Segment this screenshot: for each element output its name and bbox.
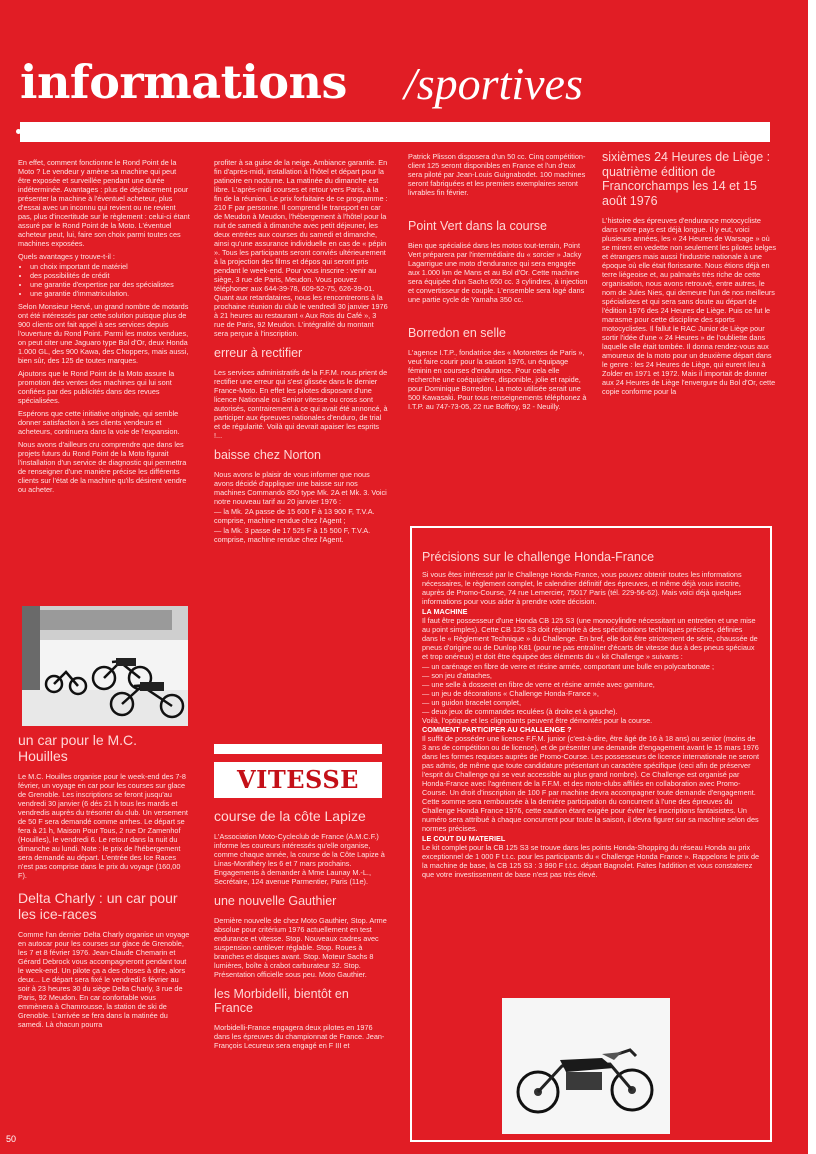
col1-paragraph-2: Quels avantages y trouve-t-il : [18, 252, 115, 261]
list-item: • une garantie d'immatriculation. [30, 289, 190, 298]
box-heading-cost: LE COUT DU MATERIEL [422, 834, 506, 843]
col1-houilles-text: Le M.C. Houilles organise pour le week-end des 7-8 février, un voyage en car pour les courses sur glace de Grenoble. Les inscriptions se feront jusqu'au vendredi 30 janvier (6 dés 21 h tous les mardis et vendredis auprès du trésorier du club. Un versement de 50 F sera demandé comme arrhes. Le départ se fera à 21 h, Maison Pour Tous, 2 rue Dr Zamenhof (Houilles), le vendredi 6. Le retour dans la nuit du dimanche au lundi. Note : le prix de l'hébergement sera demandé au départ. L'entrée des Ice Races n'est pas comprise dans le prix du voyage (160,00 F). [18, 772, 188, 880]
col2-erreur-text: Les services administratifs de la F.F.M. nous prient de rectifier une erreur qui s'est glissée dans le dernier France-Moto. En effet les pilotes disposant d'une licence Nationale ou Senior vitesse ou cross sont autorisés, contrairement à ce qui avait été annoncé, à participer aux épreuves nationales d'enduro, de trial et de régularité. Voilà qui devrait apaiser les esprits !... [214, 368, 388, 440]
header-white-bar [20, 122, 770, 142]
col2-norton-text: Nous avons le plaisir de vous informer que nous avons décidé d'appliquer une baisse sur nos machines Commando 850 type Mk. 2A et Mk. 3. Voici notre nouveau tarif au 20 janvier 1976 : [214, 470, 387, 506]
col2-paragraph-1: profiter à sa guise de la neige. Ambiance garantie. En fin d'après-midi, installation à l'hôtel et départ pour la patinoire en nocturne. La matinée du dimanche est libre. L'après-midi courses et retour vers Paris, à la fin de la réunion. Le prix forfaitaire de ce programme : 210 F par personne. Il comprend le transport en car de Meudon à Meudon, l'hébergement à l'hôtel pour la nuit de samedi à dimanche avec petit déjeuner, les deux entrées aux courses du samedi et dimanche, ainsi qu'une assurance individuelle en cas de « pépin ». Tous les participants seront conviés ultérieurement à la projection des films et dépos qui seront pris pendant le week-end. Pour vous inscrire : venir au siège, 3 rue de Paris, Meudon. Vous pouvez téléphoner aux 644-39-78, 609-52-75, 626-39-01. Quant aux retardataires, nous les rencontrerons à la prochaine réunion du club le vendredi 30 janvier 1976 à 21 heures au restaurant « Aux Rois du Café », 3 rue de Paris, 92 Meudon. L'intégralité du montant sera perçue à l'inscription. [214, 158, 388, 338]
heading-car-houilles: un car pour le M.C. Houilles [18, 732, 138, 764]
heading-morbidelli: les Morbidelli, bientôt en France [214, 987, 349, 1015]
column-3 [408, 152, 588, 415]
list-item: • une garantie d'expertise par des spécialistes [30, 280, 190, 289]
col4-text: L'histoire des épreuves d'endurance motocycliste dans notre pays est déjà longue. Il y eut, voici plusieurs années, les « 24 Heures de Warsage » où se mirent en vedette non seulement les pilotes belges et étrangers mais aussi l'industrie nationale à une époque où elle était florissante. Nous étions déjà en terre liégeoise et, au palmarès très riche de cette organisation, nous avons retrouvé, entre autres, le nom de Jules Nies, qui demeure l'un de nos meilleurs spécialistes et qui sera sans doute au départ de l'édition 1976 des 24 Heures de Liège. Puis ce fut le marasme pour cette discipline des sports motocyclistes. Il fallut le RAC Junior de Liège pour sortir l'idée d'une « 24 Heures » de l'oubliette dans laquelle elle était tombée. Il donna rendez-vous aux amoureux de la moto pour un deuxième départ dans le genre : les 24 Heures de Liège, qui eurent lieu à Zolder en 1971 et 1972. Mais il importait de donner aux 24 Heures de Liège l'envergure du Bol d'Or, cette copie conforme pour la [602, 216, 777, 396]
heading-erreur-a-rectifier: erreur à rectifier [214, 346, 303, 360]
heading-course-cote-lapize: course de la côte Lapize [214, 808, 366, 824]
col2-norton-item: — la Mk. 3 passe de 17 525 F à 15 500 F, T.V.A. comprise, machine rendue chez l'Agent. [214, 526, 371, 544]
honda-motorcycle-photo [502, 998, 670, 1134]
heading-borredon-en-selle: Borredon en selle [408, 326, 506, 340]
col1-delta-charly-text: Comme l'an dernier Delta Charly organise un voyage en autocar pour les courses sur glace de Grenoble, les 7 et 8 février 1976. Jean-Claude Chemarin et Gérard Debrock vous accompagneront pendant tout le week-end. Un pilote ça a des choses à dire, alors deux... Le départ sera fixé le vendredi 6 février au soir à 23 heures 30 du siège Delta Charly, 3 rue de Paris, 92 Meudon. En car confortable vous emmènera à Chamrousse, la station de ski de Grenoble. L'arrivée se fera dans la matinée du samedi. Là chacun pourra [18, 930, 190, 1029]
box-kit-item: — un guidon bracelet complet, [422, 698, 521, 707]
col2-morbidelli-text: Morbidelli-France engagera deux pilotes en 1976 dans les épreuves du championnat de France. Jean-François Lecureux sera engagé en F III et [214, 1023, 385, 1050]
heading-24-heures-liege: sixièmes 24 Heures de Liège : quatrième édition de Francorchamps les 14 et 15 août 1976 [602, 150, 771, 208]
header-title-sub: /sportives [404, 58, 583, 109]
motorcycle-showroom-photo [22, 606, 188, 726]
box-kit-item: — un jeu de décorations « Challenge Honda-France », [422, 689, 599, 698]
page-number: 50 [6, 1134, 17, 1144]
col3-point-vert-text: Bien que spécialisé dans les motos tout-terrain, Point Vert préparera par l'intermédiaire du « sorcier » Jacky Lagarrigue une moto d'endurance qui sera engagée aux 1.000 km de Mans et au Bol d'Or. Cette machine sera équipée d'un Sachs 650 cc. 3 cylindres, à injection et convertisseur de couple. L'ensemble sera logé dans une partie cycle de Yamaha 350 cc. [408, 241, 588, 304]
box-optics-text: Voilà, l'optique et les clignotants peuvent être démontés pour la course. [422, 716, 653, 725]
list-item: • un choix important de matériel [30, 262, 190, 271]
heading-delta-charly: Delta Charly : un car pour les ice-races [18, 890, 178, 922]
col2-gauthier-text: Dernière nouvelle de chez Moto Gauthier, Stop. Arme absolue pour critérium 1976 actuellement en test endurance et vitesse. Stop. Nouveaux cadres avec suspension cantilever réglable. Stop. Roues à branches et disques avant. Stop. Moteur Sachs 8 lumières, boîte à crabot carburateur 32. Stop. Présentation officielle sous peu. Moto Gauthier. [214, 916, 387, 979]
col1-paragraph-5: Espérons que cette initiative originale, qui semble donner satisfaction à ses clients vendeurs et acheteurs, continuera dans la voie de l'expansion. [18, 409, 180, 436]
box-participate-text: Il suffit de posséder une licence F.F.M. junior (c'est-à-dire, être âgé de 16 à 18 ans) ou senior (moins de 3 ans de compétition ou de licence), et de présenter une demande d'engagement avant le 15 mars 1976 dans les formes requises auprès de Promo-Course. Les possesseurs de licence internationale ne seront pas admis, de même que toute candidature présentant un caractère spécifique (ceci afin de préserver l'esprit du Challenge qui se veut accessible au plus grand nombre). Ce Challenge est organisé par Honda-France avec l'agrément de la F.F.M. et des moto-clubs affiliés en collaboration avec Promo-Course. Un droit d'inscription de 100 F par machine devra accompagner toute demande d'engagement. Cette somme sera remboursée à la dernière participation du concurrent à l'une des épreuves du Challenge Honda France 1976, cette caution étant exigée pour éviter les inscriptions fantaisistes. Un numéro sera attribué à chaque concurrent pour toute la saison, il devra figurer sur sa machine selon des normes précises. [422, 734, 760, 833]
column-1-top [18, 158, 190, 498]
vitesse-label: VITESSE [214, 762, 382, 798]
box-intro-text: Si vous êtes intéressé par le Challenge Honda-France, vous pouvez obtenir toutes les informations nécessaires, le règlement complet, le calendrier définitif des épreuves, et même déjà vous inscrire, auprès de Promo-Course, 74 rue Lemercier, 75017 Paris (tél. 229-56-62). Mais voici déjà quelques informations pour vous aider à prendre votre décision. [422, 570, 742, 606]
showroom-photo-image [22, 606, 188, 726]
box-kit-item: — une selle à dosseret en fibre de verre et résine armée avec garniture, [422, 680, 655, 689]
box-heading-machine: LA MACHINE [422, 607, 468, 616]
box-heading-participate: COMMENT PARTICIPER AU CHALLENGE ? [422, 725, 572, 734]
honda-challenge-box [410, 526, 772, 1142]
column-4 [602, 150, 778, 400]
col1-paragraph-6: Nous avons d'ailleurs cru comprendre que dans les projets futurs du Rond Point de la Moto figurait l'installation d'un service de diagnostic qui permettra de renseigner d'une manière précise les différents clients sur l'état de la machine qu'ils désirent vendre ou acheter. [18, 440, 187, 494]
col2-norton-item: — la Mk. 2A passe de 15 600 F à 13 900 F, T.V.A. comprise, machine rendue chez l'Agent ; [214, 507, 375, 525]
col3-borredon-text: L'agence I.T.P., fondatrice des « Motorettes de Paris », veut faire courir pour la saison 1976, un équipage féminin en courses d'endurance. Pour cela elle recherche une coéquipière, disponible, jolie et rapide, pour Dominique Borredon. La moto utilisée serait une 500 Kawasaki. Pour tous renseignements téléphonez à I.T.P. au 747-73-05, 22 rue Boffroy, 92 - Neuilly. [408, 348, 587, 411]
box-machine-text: Il faut être possesseur d'une Honda CB 125 S3 (une monocylindre nécessitant un entretien et une mise au point simples). Cette CB 125 S3 doit répondre à des spécifications techniques précises, définies dans le « Règlement Technique » du Challenge. En bref, elle doit être strictement de série, chaussée de pneus d'origine ou de Dunlop K81 (pour ne pas entraîner d'écarts de vitesse dus à des pneus spéciaux et trop onéreux) et doit être équipée des éléments du « kit Challenge » suivants : [422, 616, 758, 661]
col1-paragraph-3: Selon Monsieur Hervé, un grand nombre de motards ont été intéressés par cette solution puisque plus de 900 clients ont fait appel à ses services depuis l'ouverture du Rond Point. Parmi les motos vendues, on peut citer une Jaguaro type Bol d'Or, deux Honda 1.000 GL, des 900 Kawa, des Choppers, mais aussi, bien sûr, des 125 de toutes marques. [18, 302, 189, 365]
bullet-dot [16, 129, 21, 134]
list-item: • des possibilités de crédit [30, 271, 190, 280]
vitesse-top-bar [214, 744, 382, 754]
col3-paragraph-1: Patrick Plisson disposera d'un 50 cc. Cinq compétition-client 125 seront disponibles en France et l'un d'eux sera piloté par Jean-Louis Guignabodet. 100 machines seront fabriquées et les premiers exemplaires seront livrables fin février. [408, 152, 586, 197]
col1-paragraph-4: Ajoutons que le Rond Point de la Moto assure la promotion des ventes des machines qui lui sont confiées par des publicités dans des revues spécialisées. [18, 369, 175, 405]
box-kit-item: — deux jeux de commandes reculées (à droite et à gauche). [422, 707, 618, 716]
col1-advantages-list [18, 262, 190, 298]
column-2-bottom [214, 808, 388, 1054]
box-kit-item: — son jeu d'attaches, [422, 671, 492, 680]
col1-paragraph-1: En effet, comment fonctionne le Rond Point de la Moto ? Le vendeur y amène sa machine qui peut être exposée et surveillée pendant une durée indéterminée. Avantages : plus de déplacement pour présenter la machine à l'éventuel acheteur, plus d'essai avec un inconnu qui revient ou ne revient pas, plus d'incertitude sur le règlement : celui-ci étant assuré par le Rond Point de la Moto. L'éventuel acheteur peut, lui, faire son choix parmi toutes ces machines exposées. [18, 158, 190, 248]
heading-nouvelle-gauthier: une nouvelle Gauthier [214, 894, 337, 908]
honda-challenge-content [422, 550, 760, 883]
column-1-bottom [18, 732, 190, 1033]
column-2-top [214, 158, 388, 548]
section-header [20, 56, 780, 116]
heading-honda-challenge: Précisions sur le challenge Honda-France [422, 550, 655, 564]
heading-baisse-norton: baisse chez Norton [214, 448, 322, 462]
box-kit-item: — un carénage en fibre de verre et résine armée, comportant une bulle en polycarbonate ; [422, 662, 715, 671]
box-cost-text: Le kit complet pour la CB 125 S3 se trouve dans les points Honda-Shopping du réseau Honda au prix exceptionnel de 1 000 F t.t.c. pour les participants du « Challenge Honda France ». Rappelons le prix de la machine de base, la CB 125 S3 : 3 990 F t.t.c. départ Bagnolet. Faites l'addition et vous constaterez que votre investissement de base n'est pas très élevé. [422, 843, 760, 879]
header-title-main: informations [20, 55, 347, 109]
honda-motorcycle-image [502, 998, 670, 1134]
heading-point-vert: Point Vert dans la course [408, 219, 547, 233]
col2-lapize-text: L'Association Moto-Cycleclub de France (A.M.C.F.) informe les coureurs intéressés qu'elle organise, comme chaque année, la course de la Côte Lapize à Linas-Montlhéry les 6 et 7 mars prochains. Engagements à demander à Mme Launay M.-L., Secrétaire, 124 avenue Parmentier, Paris (11e). [214, 832, 385, 886]
